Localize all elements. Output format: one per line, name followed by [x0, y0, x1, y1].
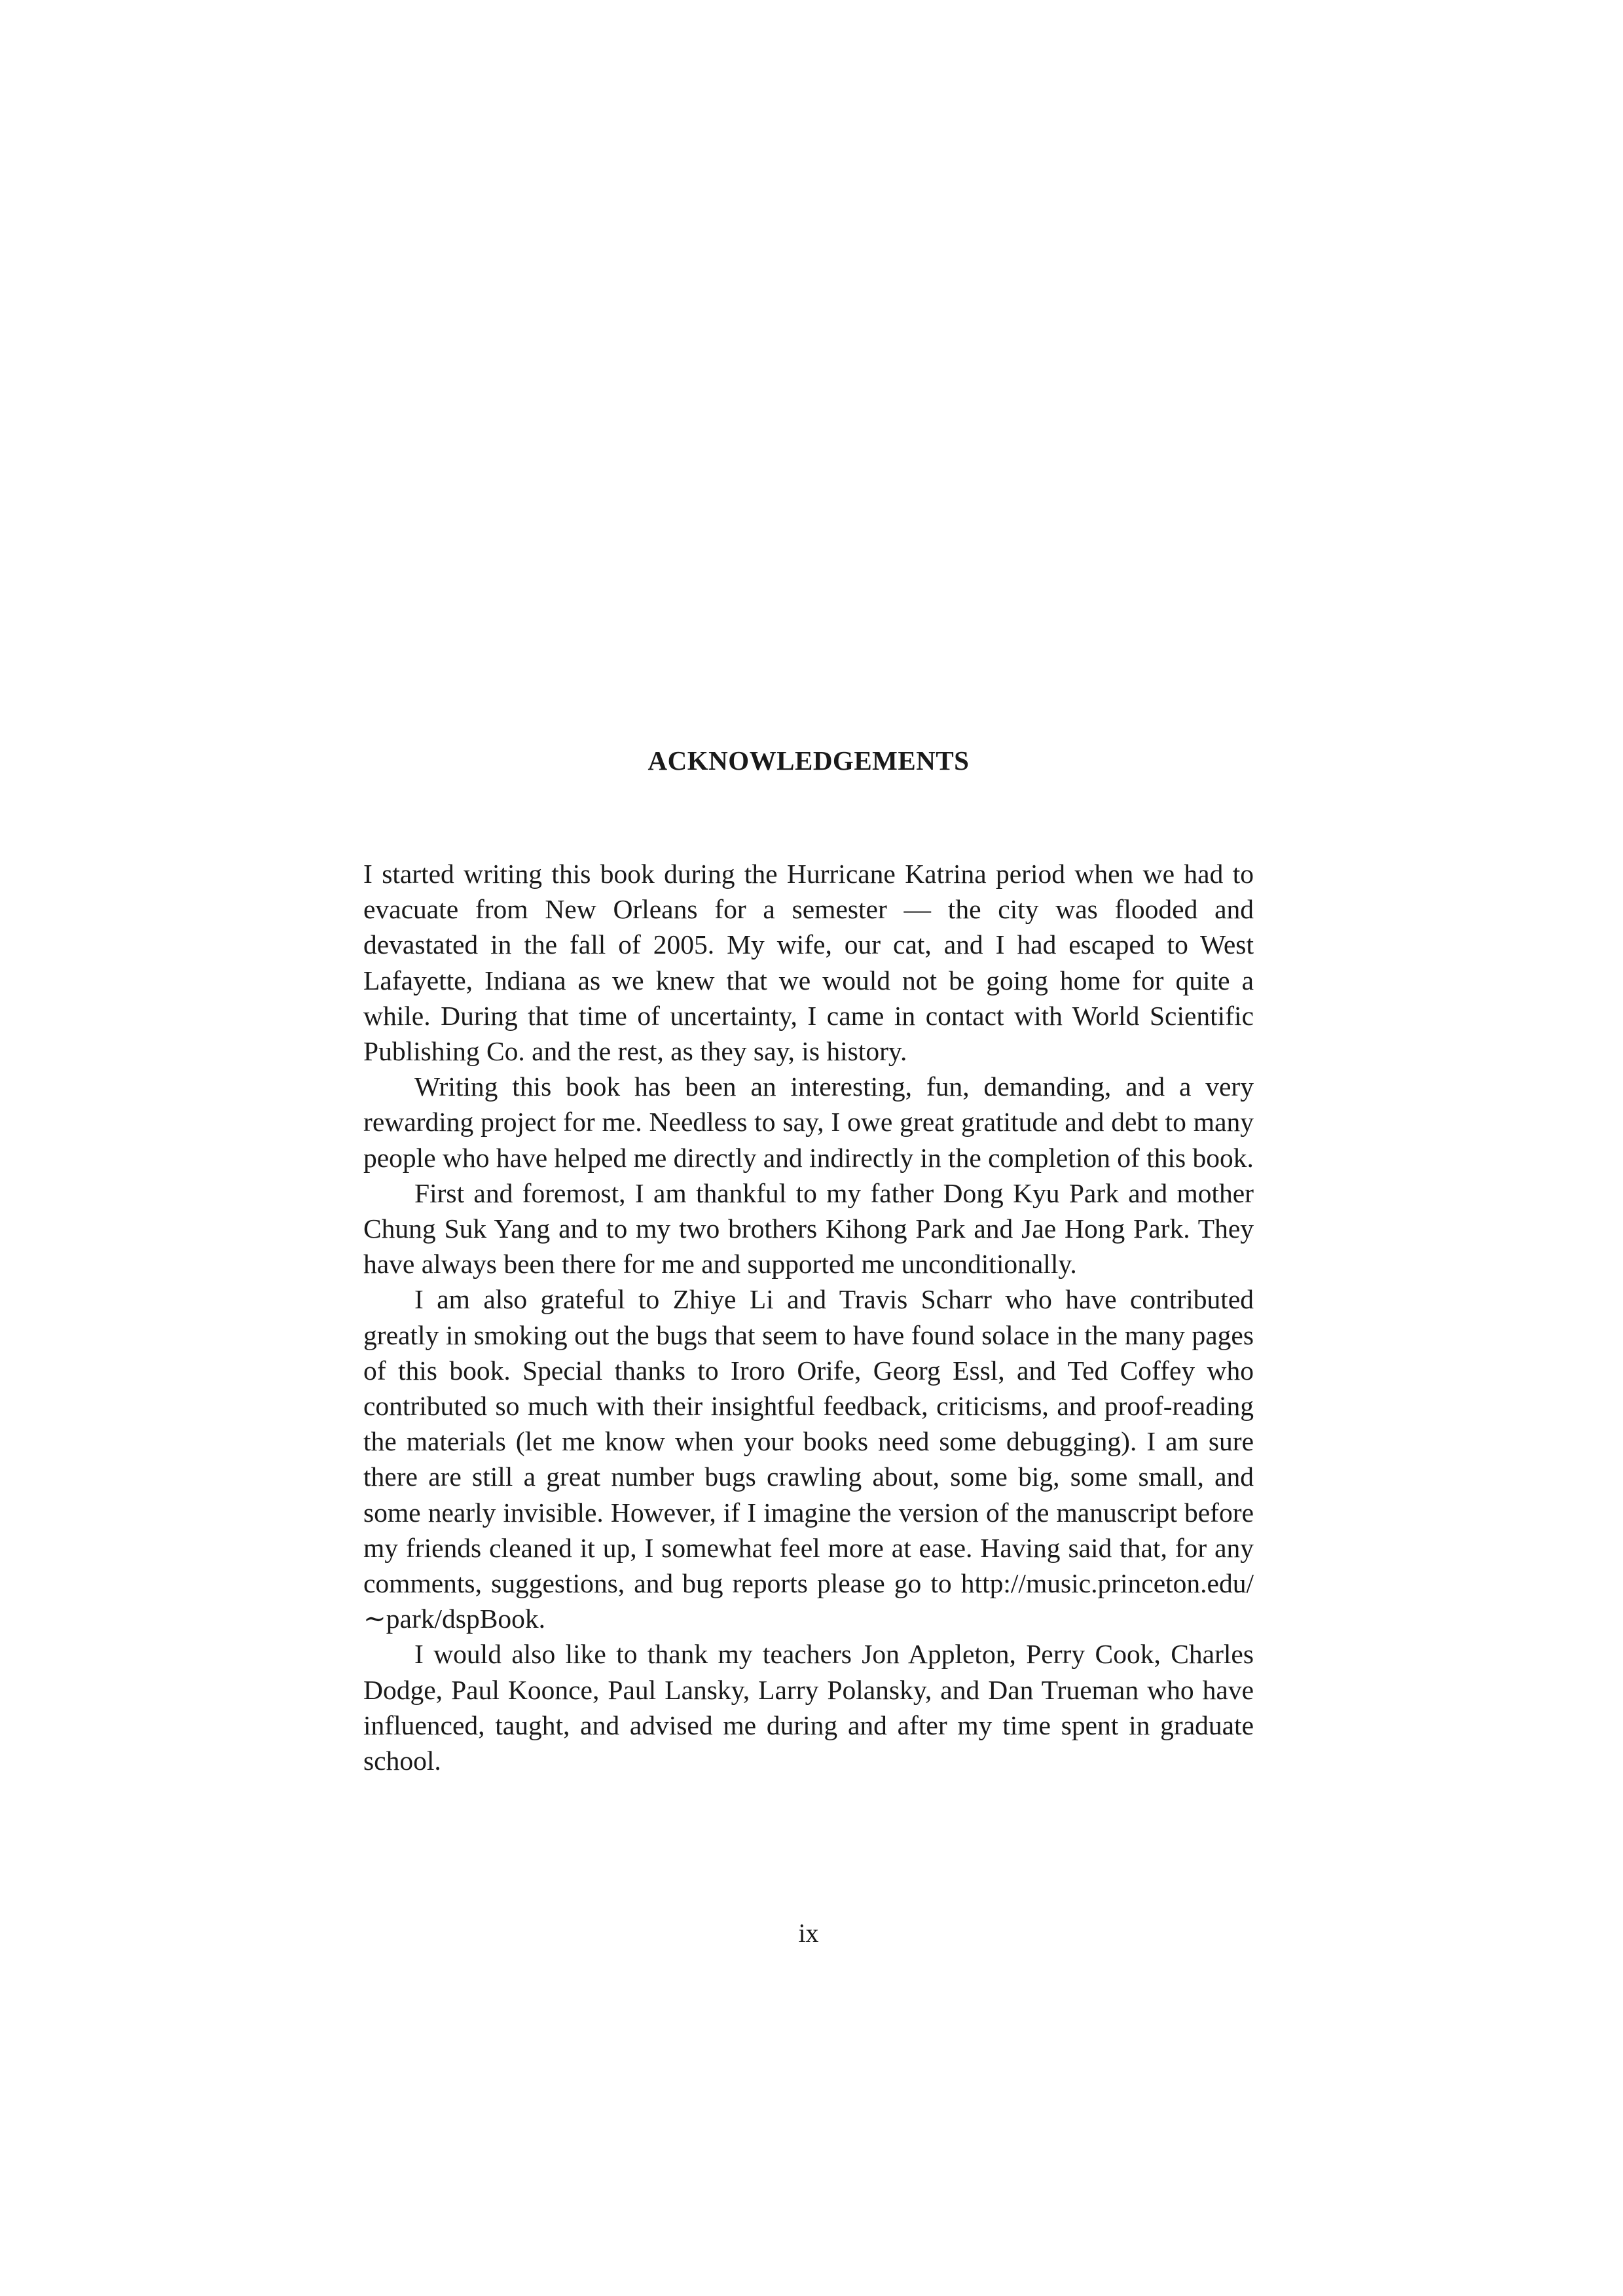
- paragraph-2: Writing this book has been an interesting, fun, demanding, and a very rewarding project for me. Needless to say, I owe great gratitude and debt to many people who have helped me directly and indirectly in the completion of this book.: [363, 1071, 1254, 1173]
- paragraph-5: I would also like to thank my teachers Jon Appleton, Perry Cook, Charles Dodge, Paul Koonce, Paul Lansky, Larry Polansky, and Dan Trueman who have influenced, taught, and advised me during and after my time spent in graduate school.: [363, 1639, 1254, 1776]
- section-heading: ACKNOWLEDGEMENTS: [647, 745, 970, 776]
- paragraph-1: I started writing this book during the Hurricane Katrina period when we had to evacuate from New Orleans for a semester — the city was flooded and devastated in the fall of 2005. My wife, our cat, and I had escaped to West Lafayette, Indiana as we knew that we would not be going home for quite a while. During that time of uncertainty, I came in contact with World Scientific Publishing Co. and the rest, as they say, is history.: [363, 859, 1254, 1067]
- acknowledgements-body: [363, 856, 1254, 1778]
- paragraph-3: First and foremost, I am thankful to my father Dong Kyu Park and mother Chung Suk Yang and to my two brothers Kihong Park and Jae Hong Park. They have always been there for me and supported me unconditionally.: [363, 1177, 1254, 1280]
- page-number: ix: [798, 1918, 819, 1948]
- paragraph-4: I am also grateful to Zhiye Li and Travis Scharr who have contributed greatly in smoking out the bugs that seem to have found solace in the many pages of this book. Special thanks to Iroro Orife, Georg Essl, and Ted Coffey who contributed so much with their insightful feedback, criticisms, and proof-reading the materials (let me know when your books need some debugging). I am sure there are still a great number bugs crawling about, some big, some small, and some nearly invisible. However, if I imagine the version of the manuscript before my friends cleaned it up, I somewhat feel more at ease. Having said that, for any comments, suggestions, and bug reports please go to http://music.princeton.edu/∼park/dspBook.: [363, 1284, 1254, 1634]
